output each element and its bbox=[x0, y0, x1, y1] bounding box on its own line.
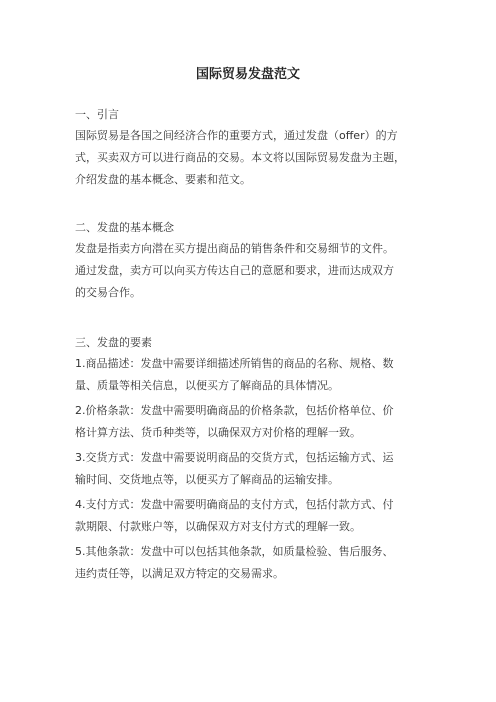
paragraph-line: 1.商品描述：发盘中需要详细描述所销售的商品的名称、规格、数 bbox=[75, 357, 394, 370]
paragraph-line: 4.支付方式：发盘中需要明确商品的支付方式，包括付款方式、付 bbox=[75, 498, 394, 511]
list-item-payment-method bbox=[75, 494, 425, 538]
paragraph-line: 发盘是指卖方向潜在买方提出商品的销售条件和交易细节的文件。 bbox=[75, 242, 394, 255]
paragraph-line: 量、质量等相关信息，以便买方了解商品的具体情况。 bbox=[75, 378, 339, 392]
list-item-other-terms bbox=[75, 541, 425, 585]
section-paragraph-introduction bbox=[75, 125, 425, 190]
list-item-delivery-method bbox=[75, 447, 425, 491]
section-paragraph-basic-concept bbox=[75, 238, 425, 303]
paragraph-line: 5.其他条款：发盘中可以包括其他条款，如质量检验、售后服务、 bbox=[75, 545, 394, 558]
document-title: 国际贸易发盘范文 bbox=[195, 67, 300, 82]
paragraph-line: 违约责任等，以满足双方特定的交易需求。 bbox=[75, 566, 284, 580]
paragraph-line: 输时间、交货地点等，以便买方了解商品的运输安排。 bbox=[75, 472, 339, 486]
paragraph-line: 介绍发盘的基本概念、要素和范文。 bbox=[75, 172, 251, 186]
paragraph-line: 国际贸易是各国之间经济合作的重要方式，通过发盘（offer）的方 bbox=[75, 129, 398, 142]
list-item-commodity-description bbox=[75, 353, 425, 397]
list-item-price-terms bbox=[75, 400, 425, 444]
paragraph-line: 款期限、付款账户等，以确保双方对支付方式的理解一致。 bbox=[75, 519, 361, 533]
section-heading-elements: 三、发盘的要素 bbox=[75, 336, 152, 349]
section-heading-introduction: 一、引言 bbox=[75, 108, 119, 121]
paragraph-line: 的交易合作。 bbox=[75, 285, 141, 299]
paragraph-line: 通过发盘，卖方可以向买方传达自己的意愿和要求，进而达成双方 bbox=[75, 263, 394, 277]
paragraph-line: 式，买卖双方可以进行商品的交易。本文将以国际贸易发盘为主题， bbox=[75, 150, 405, 164]
paragraph-line: 3.交货方式：发盘中需要说明商品的交货方式，包括运输方式、运 bbox=[75, 451, 394, 464]
paragraph-line: 2.价格条款：发盘中需要明确商品的价格条款，包括价格单位、价 bbox=[75, 404, 394, 417]
section-heading-basic-concept: 二、发盘的基本概念 bbox=[75, 221, 174, 234]
paragraph-line: 格计算方法、货币种类等，以确保双方对价格的理解一致。 bbox=[75, 425, 361, 439]
